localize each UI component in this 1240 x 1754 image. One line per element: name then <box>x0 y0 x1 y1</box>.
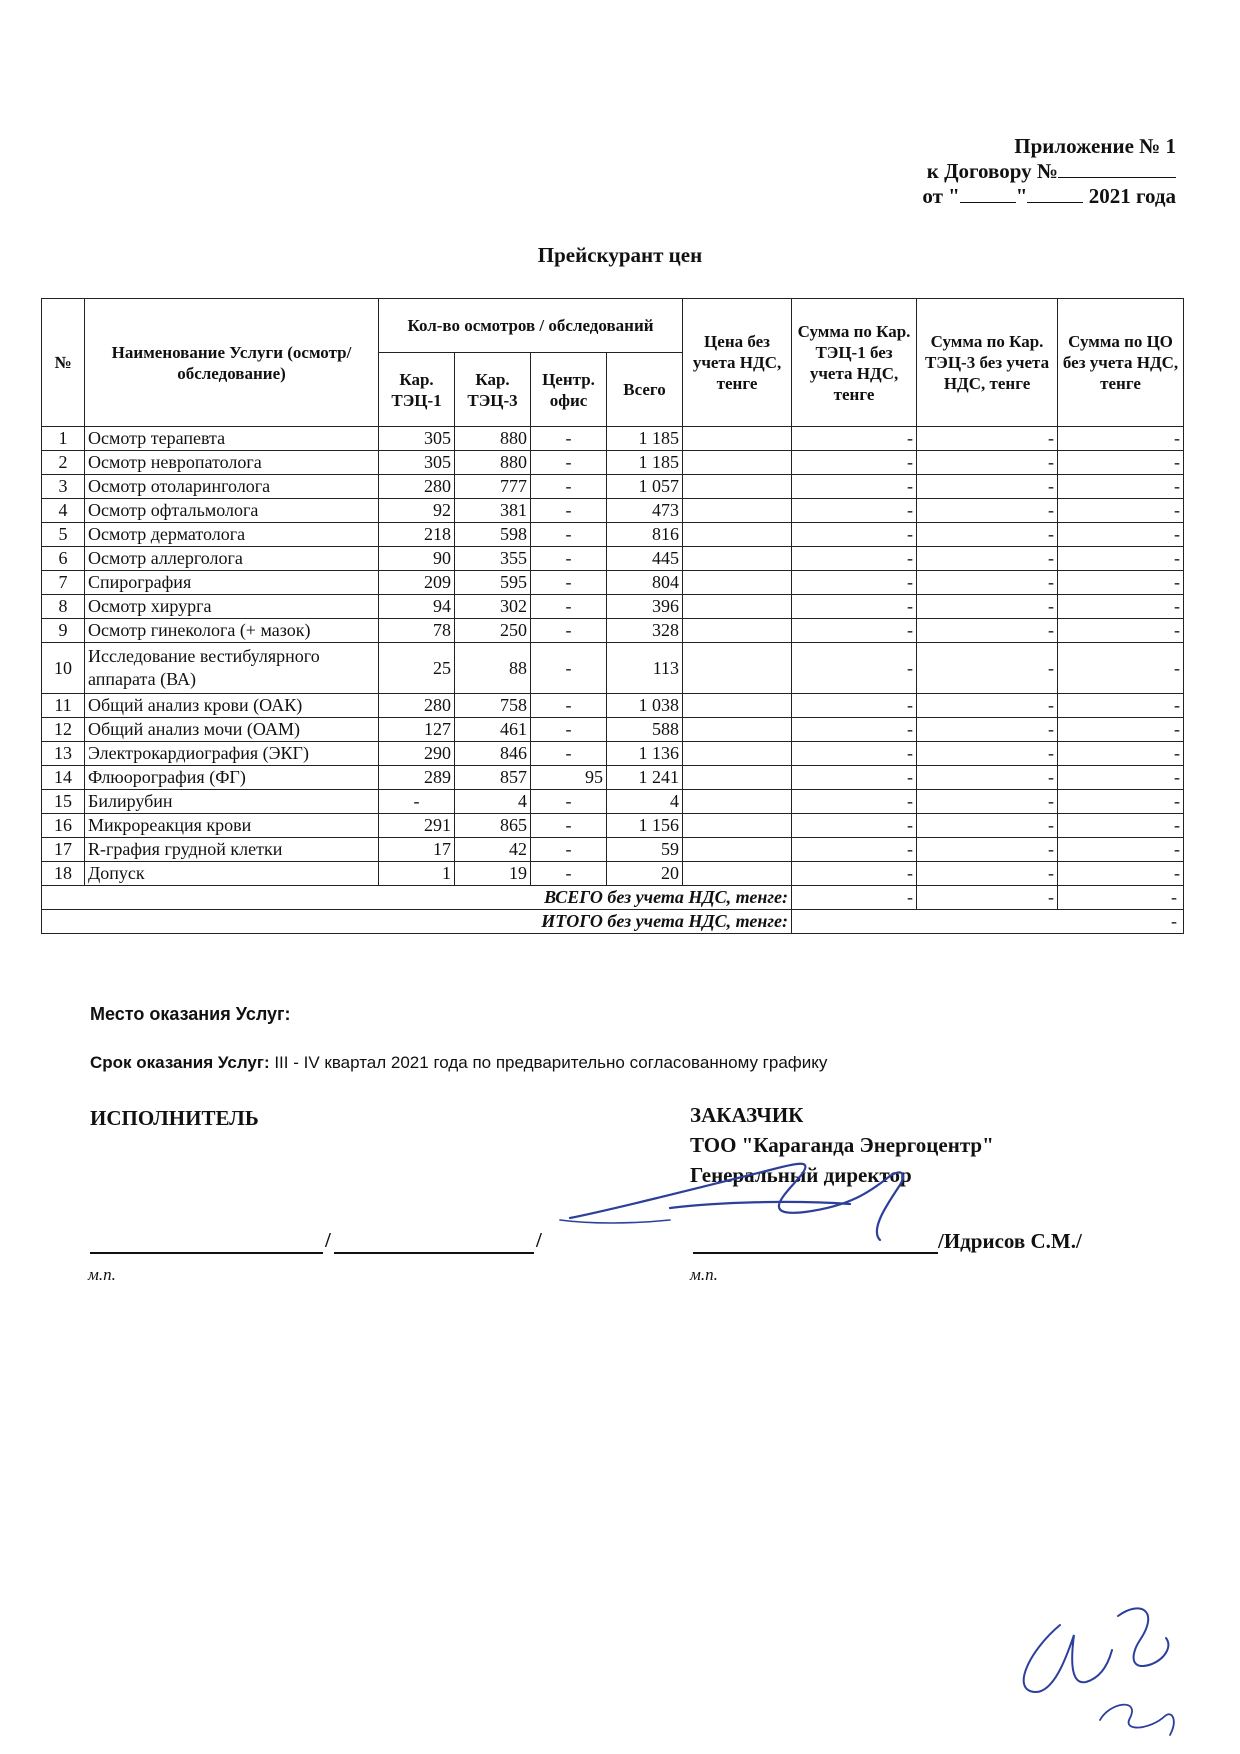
table-row <box>42 694 1184 718</box>
row-name: R-графия грудной клетки <box>85 838 379 862</box>
appendix-header <box>922 134 1176 209</box>
service-term-value: III - IV квартал 2021 года по предварительно согласованному графику <box>269 1053 828 1072</box>
executor-sign-line <box>90 1252 323 1254</box>
col-tec1-header: Кар. ТЭЦ-1 <box>379 353 455 427</box>
row-sum3: - <box>917 790 1058 814</box>
vsego-label: ВСЕГО без учета НДС, тенге: <box>42 886 792 910</box>
table-row <box>42 619 1184 643</box>
row-tec3: 4 <box>455 790 531 814</box>
row-sumco: - <box>1058 790 1184 814</box>
row-tec1: 90 <box>379 547 455 571</box>
row-total: 1 241 <box>607 766 683 790</box>
row-name: Осмотр невропатолога <box>85 451 379 475</box>
row-total: 1 156 <box>607 814 683 838</box>
row-name: Осмотр терапевта <box>85 427 379 451</box>
row-num: 7 <box>42 571 85 595</box>
row-tec3: 758 <box>455 694 531 718</box>
row-tec3: 880 <box>455 451 531 475</box>
row-total: 113 <box>607 643 683 694</box>
row-price <box>683 619 792 643</box>
row-sum1: - <box>792 523 917 547</box>
row-sumco: - <box>1058 475 1184 499</box>
row-tec3: 880 <box>455 427 531 451</box>
row-tec3: 355 <box>455 547 531 571</box>
row-price <box>683 718 792 742</box>
row-sum1: - <box>792 838 917 862</box>
customer-sign-line <box>693 1252 938 1254</box>
row-total: 588 <box>607 718 683 742</box>
row-total: 328 <box>607 619 683 643</box>
row-total: 816 <box>607 523 683 547</box>
table-row <box>42 571 1184 595</box>
row-price <box>683 475 792 499</box>
row-name: Осмотр гинеколога (+ мазок) <box>85 619 379 643</box>
table-row <box>42 766 1184 790</box>
row-price <box>683 742 792 766</box>
row-price <box>683 766 792 790</box>
row-name: Электрокардиография (ЭКГ) <box>85 742 379 766</box>
row-office: - <box>531 427 607 451</box>
row-total: 59 <box>607 838 683 862</box>
row-sumco: - <box>1058 595 1184 619</box>
customer-name: /Идрисов С.М./ <box>938 1229 1082 1253</box>
row-tec1: 305 <box>379 451 455 475</box>
row-tec3: 595 <box>455 571 531 595</box>
row-total: 445 <box>607 547 683 571</box>
table-row <box>42 451 1184 475</box>
table-row <box>42 547 1184 571</box>
row-num: 8 <box>42 595 85 619</box>
row-name: Общий анализ мочи (ОАМ) <box>85 718 379 742</box>
executor-stamp: м.п. <box>88 1265 116 1284</box>
price-table <box>41 298 1184 934</box>
row-num: 3 <box>42 475 85 499</box>
row-price <box>683 862 792 886</box>
row-tec3: 865 <box>455 814 531 838</box>
row-num: 17 <box>42 838 85 862</box>
row-name: Флюорография (ФГ) <box>85 766 379 790</box>
row-price <box>683 523 792 547</box>
row-tec1: 280 <box>379 475 455 499</box>
row-sum3: - <box>917 499 1058 523</box>
row-office: - <box>531 814 607 838</box>
row-num: 6 <box>42 547 85 571</box>
row-tec3: 302 <box>455 595 531 619</box>
row-num: 18 <box>42 862 85 886</box>
row-tec3: 846 <box>455 742 531 766</box>
row-tec1: 291 <box>379 814 455 838</box>
row-sum3: - <box>917 694 1058 718</box>
col-name-header: Наименование Услуги (осмотр/обследование) <box>85 299 379 427</box>
row-sum1: - <box>792 427 917 451</box>
month-blank <box>1027 184 1083 203</box>
row-sumco: - <box>1058 451 1184 475</box>
row-total: 473 <box>607 499 683 523</box>
contract-number-blank <box>1058 159 1176 178</box>
row-sum1: - <box>792 766 917 790</box>
row-office: - <box>531 742 607 766</box>
row-num: 5 <box>42 523 85 547</box>
initials-signature-icon <box>990 1580 1210 1750</box>
row-total: 1 185 <box>607 451 683 475</box>
row-name: Осмотр дерматолога <box>85 523 379 547</box>
col-sumco-header: Сумма по ЦО без учета НДС, тенге <box>1058 299 1184 427</box>
row-price <box>683 547 792 571</box>
row-tec3: 461 <box>455 718 531 742</box>
page-title: Прейскурант цен <box>537 243 703 267</box>
row-name: Билирубин <box>85 790 379 814</box>
row-num: 1 <box>42 427 85 451</box>
contract-ref: к Договору № <box>922 159 1176 184</box>
table-row <box>42 427 1184 451</box>
row-office: - <box>531 838 607 862</box>
row-tec1: 25 <box>379 643 455 694</box>
executor-slash-1: / <box>325 1228 331 1252</box>
row-sum1: - <box>792 451 917 475</box>
row-sum3: - <box>917 718 1058 742</box>
row-price <box>683 499 792 523</box>
row-office: - <box>531 451 607 475</box>
row-tec1: 92 <box>379 499 455 523</box>
table-row <box>42 523 1184 547</box>
row-sumco: - <box>1058 523 1184 547</box>
row-total: 4 <box>607 790 683 814</box>
row-sumco: - <box>1058 814 1184 838</box>
row-num: 4 <box>42 499 85 523</box>
table-row <box>42 742 1184 766</box>
row-tec1: 17 <box>379 838 455 862</box>
row-name: Спирография <box>85 571 379 595</box>
row-name: Допуск <box>85 862 379 886</box>
row-sum1: - <box>792 718 917 742</box>
row-name: Осмотр офтальмолога <box>85 499 379 523</box>
row-tec3: 857 <box>455 766 531 790</box>
itogo-row <box>42 910 1184 934</box>
row-office: - <box>531 862 607 886</box>
row-tec1: 280 <box>379 694 455 718</box>
row-tec3: 777 <box>455 475 531 499</box>
table-row <box>42 790 1184 814</box>
row-price <box>683 595 792 619</box>
row-tec1: 289 <box>379 766 455 790</box>
row-sum1: - <box>792 814 917 838</box>
row-price <box>683 838 792 862</box>
row-office: - <box>531 499 607 523</box>
row-total: 396 <box>607 595 683 619</box>
row-tec1: 94 <box>379 595 455 619</box>
row-sum3: - <box>917 838 1058 862</box>
customer-title: ЗАКАЗЧИК <box>690 1103 804 1127</box>
row-sum1: - <box>792 643 917 694</box>
row-tec1: 209 <box>379 571 455 595</box>
col-num-header: № <box>42 299 85 427</box>
row-tec3: 381 <box>455 499 531 523</box>
vsego-sum1: - <box>792 886 917 910</box>
row-sum3: - <box>917 475 1058 499</box>
col-sum3-header: Сумма по Кар. ТЭЦ-3 без учета НДС, тенге <box>917 299 1058 427</box>
row-sum1: - <box>792 499 917 523</box>
row-num: 12 <box>42 718 85 742</box>
vsego-row <box>42 886 1184 910</box>
row-price <box>683 427 792 451</box>
row-sum1: - <box>792 790 917 814</box>
row-sum3: - <box>917 862 1058 886</box>
row-sumco: - <box>1058 643 1184 694</box>
row-sumco: - <box>1058 571 1184 595</box>
executor-name-line <box>334 1252 534 1254</box>
vsego-sumco: - <box>1058 886 1184 910</box>
row-name: Осмотр отоларинголога <box>85 475 379 499</box>
row-sum1: - <box>792 862 917 886</box>
col-price-header: Цена без учета НДС, тенге <box>683 299 792 427</box>
row-total: 804 <box>607 571 683 595</box>
executor-title: ИСПОЛНИТЕЛЬ <box>90 1106 259 1130</box>
row-office: - <box>531 718 607 742</box>
day-blank <box>960 184 1016 203</box>
row-sumco: - <box>1058 862 1184 886</box>
customer-org: ТОО "Караганда Энергоцентр" <box>690 1133 994 1157</box>
row-sum3: - <box>917 451 1058 475</box>
row-sum3: - <box>917 523 1058 547</box>
row-office: - <box>531 595 607 619</box>
row-tec1: 218 <box>379 523 455 547</box>
row-tec3: 19 <box>455 862 531 886</box>
row-name: Осмотр хирурга <box>85 595 379 619</box>
row-office: - <box>531 571 607 595</box>
row-num: 16 <box>42 814 85 838</box>
col-total-header: Всего <box>607 353 683 427</box>
row-tec1: 78 <box>379 619 455 643</box>
row-num: 15 <box>42 790 85 814</box>
table-row <box>42 499 1184 523</box>
director-signature-icon <box>550 1140 950 1250</box>
row-sumco: - <box>1058 427 1184 451</box>
contract-date: от " " 2021 года <box>922 184 1176 208</box>
row-sum1: - <box>792 571 917 595</box>
row-name: Микрореакция крови <box>85 814 379 838</box>
row-office: - <box>531 475 607 499</box>
row-sumco: - <box>1058 718 1184 742</box>
table-row <box>42 595 1184 619</box>
row-office: 95 <box>531 766 607 790</box>
row-num: 11 <box>42 694 85 718</box>
table-row <box>42 475 1184 499</box>
row-sumco: - <box>1058 499 1184 523</box>
row-tec1: - <box>379 790 455 814</box>
row-sum3: - <box>917 766 1058 790</box>
row-num: 14 <box>42 766 85 790</box>
row-sumco: - <box>1058 742 1184 766</box>
table-row <box>42 643 1184 694</box>
row-price <box>683 790 792 814</box>
row-sum3: - <box>917 643 1058 694</box>
row-office: - <box>531 694 607 718</box>
row-total: 1 057 <box>607 475 683 499</box>
service-term <box>90 1053 827 1073</box>
row-sum3: - <box>917 619 1058 643</box>
row-total: 1 038 <box>607 694 683 718</box>
executor-slash-2: / <box>536 1228 542 1252</box>
row-office: - <box>531 547 607 571</box>
customer-stamp: м.п. <box>690 1265 718 1284</box>
col-office-header: Центр. офис <box>531 353 607 427</box>
row-tec3: 598 <box>455 523 531 547</box>
row-price <box>683 694 792 718</box>
row-office: - <box>531 619 607 643</box>
row-sum1: - <box>792 595 917 619</box>
row-tec3: 88 <box>455 643 531 694</box>
row-sum1: - <box>792 694 917 718</box>
row-name: Общий анализ крови (ОАК) <box>85 694 379 718</box>
col-tec3-header: Кар. ТЭЦ-3 <box>455 353 531 427</box>
row-name: Осмотр аллерголога <box>85 547 379 571</box>
row-office: - <box>531 790 607 814</box>
row-tec1: 305 <box>379 427 455 451</box>
row-sum3: - <box>917 571 1058 595</box>
row-sumco: - <box>1058 694 1184 718</box>
service-term-label: Срок оказания Услуг: <box>90 1053 270 1072</box>
row-sum1: - <box>792 475 917 499</box>
table-row <box>42 718 1184 742</box>
table-row <box>42 862 1184 886</box>
row-office: - <box>531 643 607 694</box>
table-row <box>42 838 1184 862</box>
row-name: Исследование вестибулярного аппарата (ВА) <box>85 643 379 694</box>
col-count-group-header: Кол-во осмотров / обследований <box>379 299 683 353</box>
itogo-value: - <box>792 910 1184 934</box>
row-tec3: 42 <box>455 838 531 862</box>
row-office: - <box>531 523 607 547</box>
row-total: 1 185 <box>607 427 683 451</box>
row-total: 1 136 <box>607 742 683 766</box>
row-price <box>683 571 792 595</box>
row-sum3: - <box>917 427 1058 451</box>
row-tec3: 250 <box>455 619 531 643</box>
row-tec1: 127 <box>379 718 455 742</box>
row-tec1: 1 <box>379 862 455 886</box>
appendix-number: Приложение № 1 <box>1014 134 1176 158</box>
service-place: Место оказания Услуг: <box>90 1004 291 1024</box>
row-sum3: - <box>917 742 1058 766</box>
row-num: 13 <box>42 742 85 766</box>
row-tec1: 290 <box>379 742 455 766</box>
row-sum3: - <box>917 595 1058 619</box>
itogo-label: ИТОГО без учета НДС, тенге: <box>42 910 792 934</box>
col-sum1-header: Сумма по Кар. ТЭЦ-1 без учета НДС, тенге <box>792 299 917 427</box>
customer-position: Генеральный директор <box>690 1163 912 1187</box>
row-sum3: - <box>917 814 1058 838</box>
row-sumco: - <box>1058 838 1184 862</box>
row-price <box>683 451 792 475</box>
table-row <box>42 814 1184 838</box>
row-total: 20 <box>607 862 683 886</box>
row-sumco: - <box>1058 547 1184 571</box>
row-sum1: - <box>792 547 917 571</box>
row-sum1: - <box>792 742 917 766</box>
row-num: 2 <box>42 451 85 475</box>
row-price <box>683 814 792 838</box>
row-sum3: - <box>917 547 1058 571</box>
row-sumco: - <box>1058 619 1184 643</box>
row-sumco: - <box>1058 766 1184 790</box>
row-num: 9 <box>42 619 85 643</box>
row-num: 10 <box>42 643 85 694</box>
row-sum1: - <box>792 619 917 643</box>
row-price <box>683 643 792 694</box>
vsego-sum3: - <box>917 886 1058 910</box>
